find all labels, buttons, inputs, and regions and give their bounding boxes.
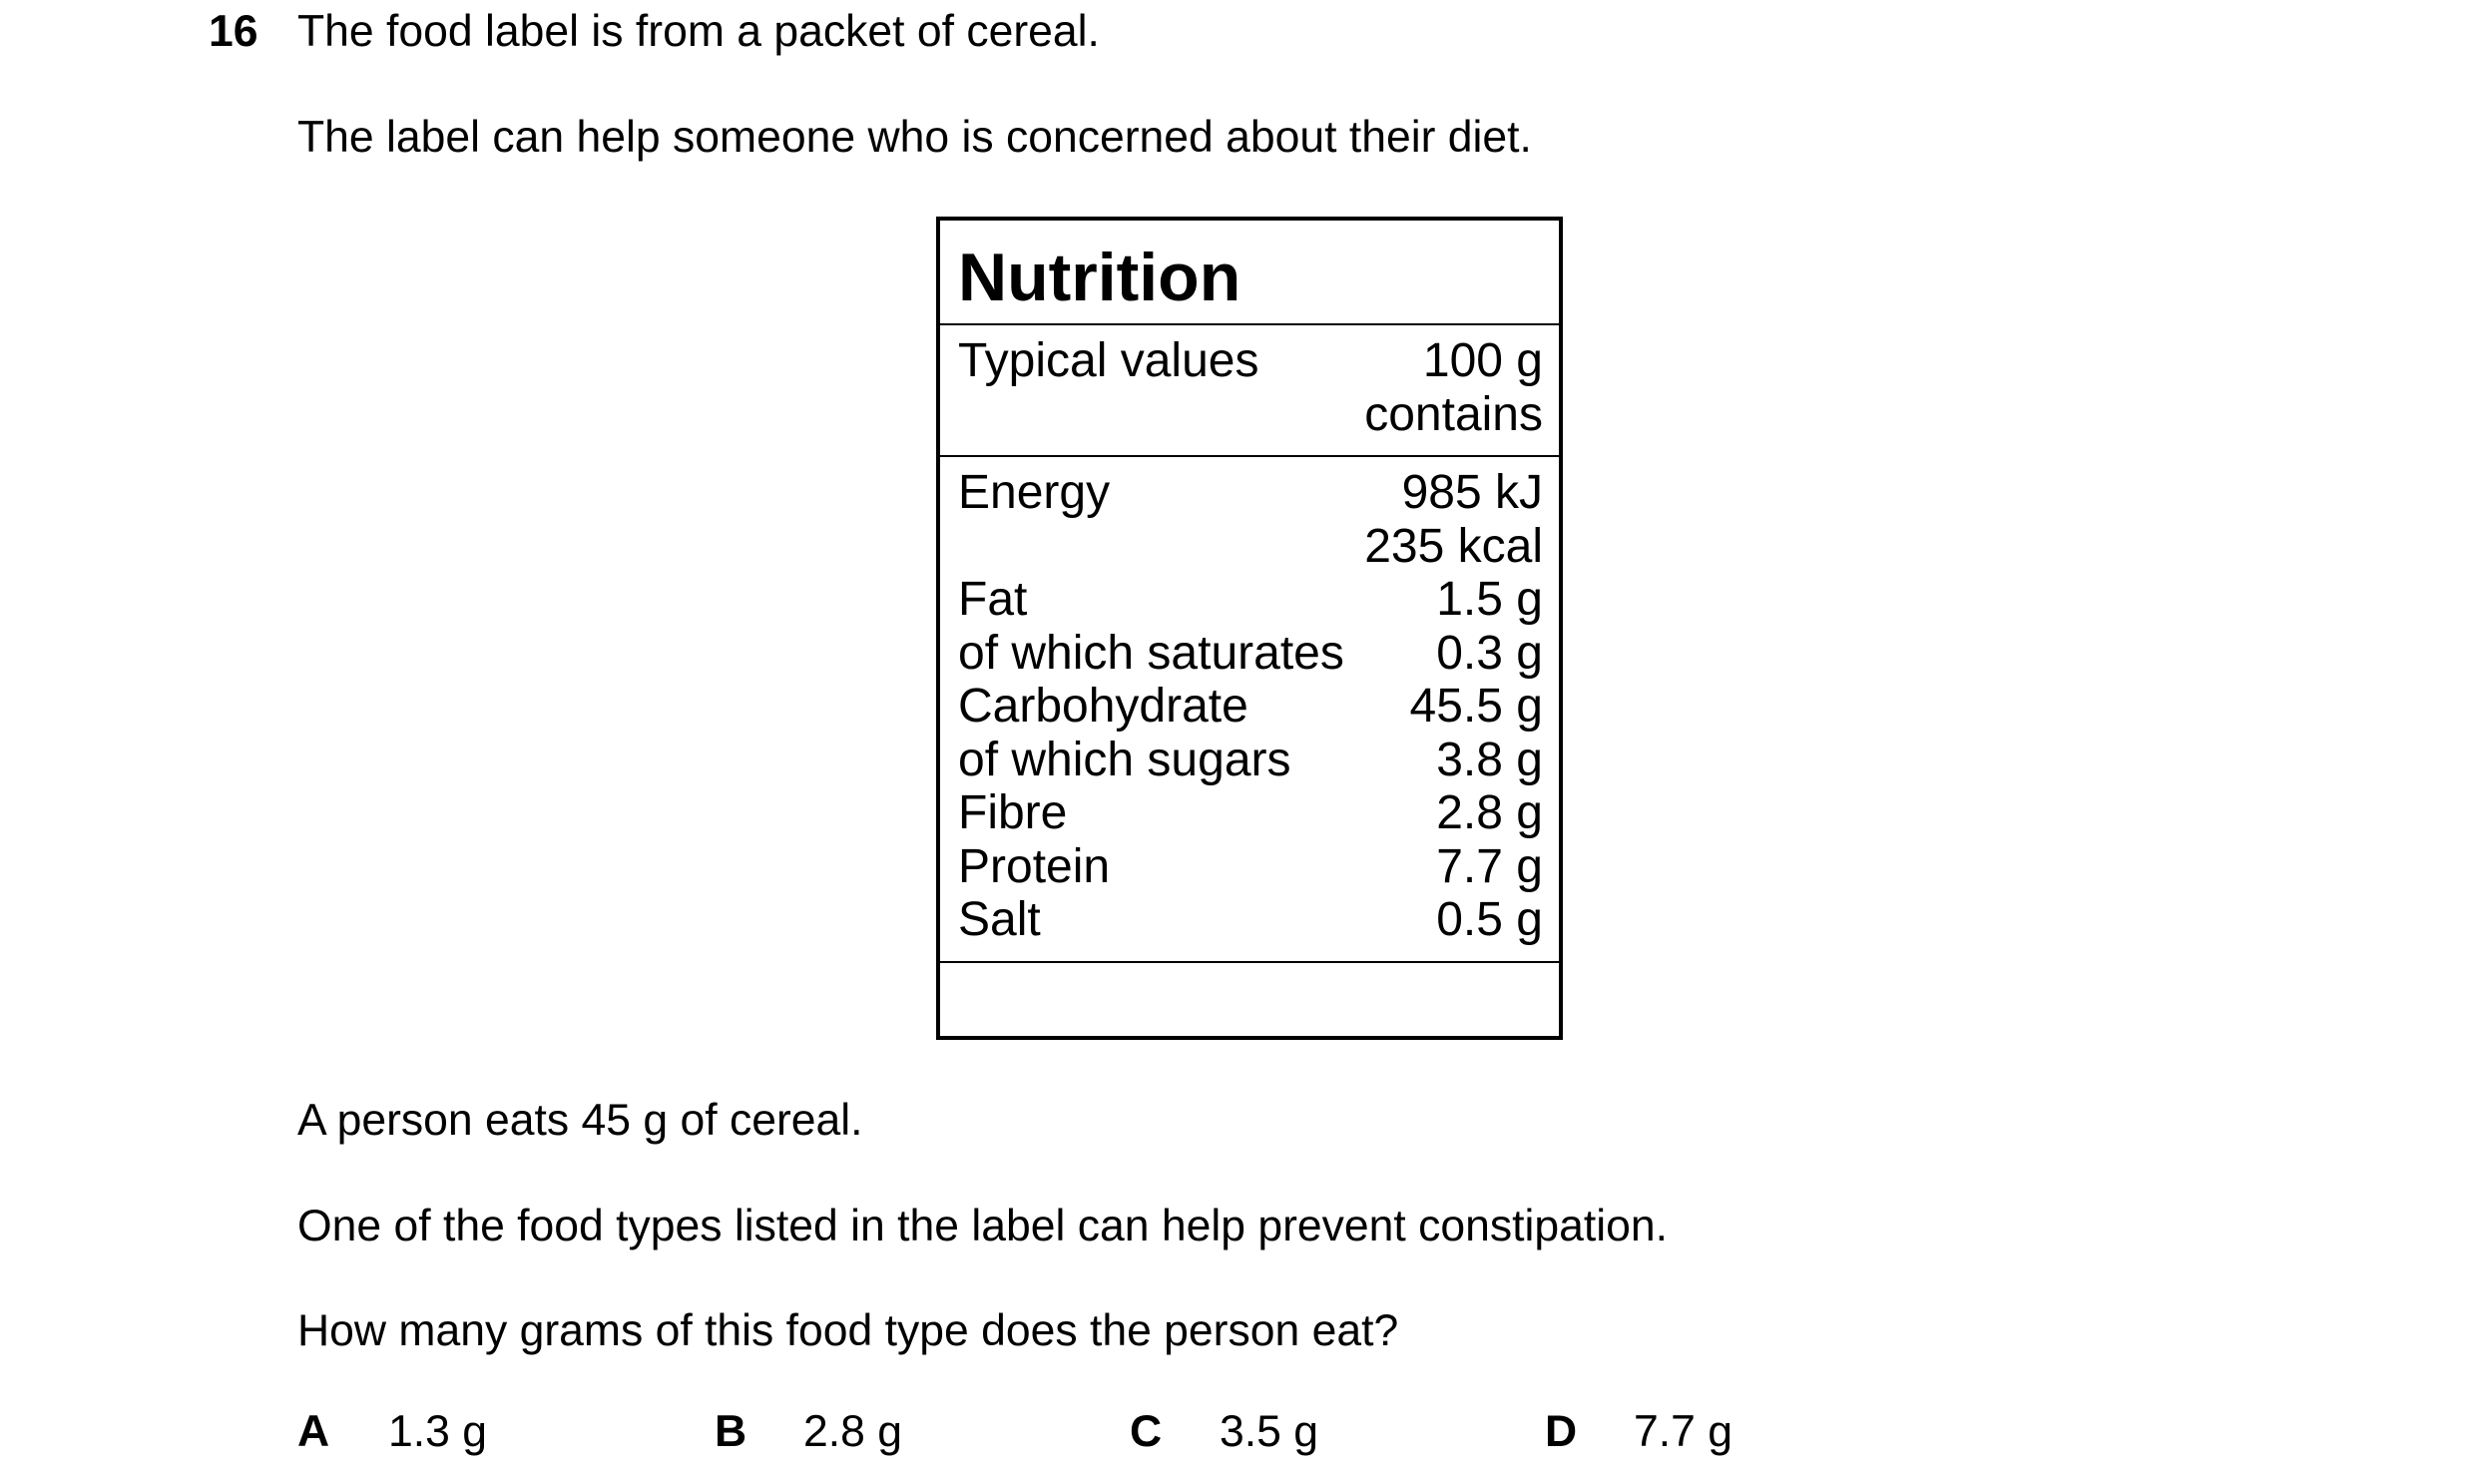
header-contains: contains (1364, 387, 1543, 441)
nutrient-names (958, 573, 1344, 947)
nutrient-value-sugars: 3.8 g (1436, 733, 1543, 786)
option-b-value[interactable]: 2.8 g (803, 1407, 902, 1456)
nutrient-value-fat: 1.5 g (1436, 573, 1543, 626)
nutrition-title: Nutrition (958, 240, 1241, 315)
option-d-letter[interactable]: D (1545, 1407, 1578, 1456)
nutrient-name-saturates: of which saturates (958, 626, 1344, 680)
nutrient-name-carbohydrate: Carbohydrate (958, 680, 1248, 733)
nutrient-name-protein: Protein (958, 839, 1111, 893)
question-hint: One of the food types listed in the label can help prevent constipation. (297, 1202, 1668, 1250)
nutrient-name-fat: Fat (958, 573, 1028, 626)
question-intro: The food label is from a packet of cereal. (297, 7, 1100, 56)
header-typical-values: Typical values (958, 334, 1259, 387)
option-b-letter[interactable]: B (715, 1407, 747, 1456)
option-c-value[interactable]: 3.5 g (1220, 1407, 1318, 1456)
nutrient-value-salt: 0.5 g (1436, 893, 1543, 946)
label-divider (940, 323, 1559, 325)
nutrient-value-saturates: 0.3 g (1436, 626, 1543, 680)
nutrient-values (1410, 573, 1543, 947)
option-d-value[interactable]: 7.7 g (1634, 1407, 1732, 1456)
energy-kj: 985 kJ (1401, 466, 1543, 519)
energy-kcal: 235 kcal (1364, 519, 1543, 573)
label-divider (940, 455, 1559, 457)
question-context: The label can help someone who is concerned about their diet. (297, 113, 1532, 162)
option-a-value[interactable]: 1.3 g (388, 1407, 487, 1456)
header-per-100g (1364, 334, 1543, 441)
nutrient-value-carbohydrate: 45.5 g (1409, 680, 1543, 733)
nutrient-name-salt: Salt (958, 893, 1041, 946)
nutrient-name-sugars: of which sugars (958, 733, 1291, 786)
nutrition-label (936, 217, 1563, 1040)
energy-label: Energy (958, 466, 1111, 519)
energy-values (1364, 466, 1543, 573)
nutrient-value-fibre: 2.8 g (1436, 786, 1543, 839)
label-divider (940, 961, 1559, 963)
nutrient-value-protein: 7.7 g (1436, 839, 1543, 893)
nutrient-name-fibre: Fibre (958, 786, 1068, 839)
question-prompt: How many grams of this food type does the person eat? (297, 1306, 1399, 1355)
option-c-letter[interactable]: C (1130, 1407, 1163, 1456)
header-100g: 100 g (1422, 334, 1543, 387)
question-statement: A person eats 45 g of cereal. (297, 1096, 863, 1145)
question-number: 16 (209, 7, 258, 56)
option-a-letter[interactable]: A (297, 1407, 330, 1456)
